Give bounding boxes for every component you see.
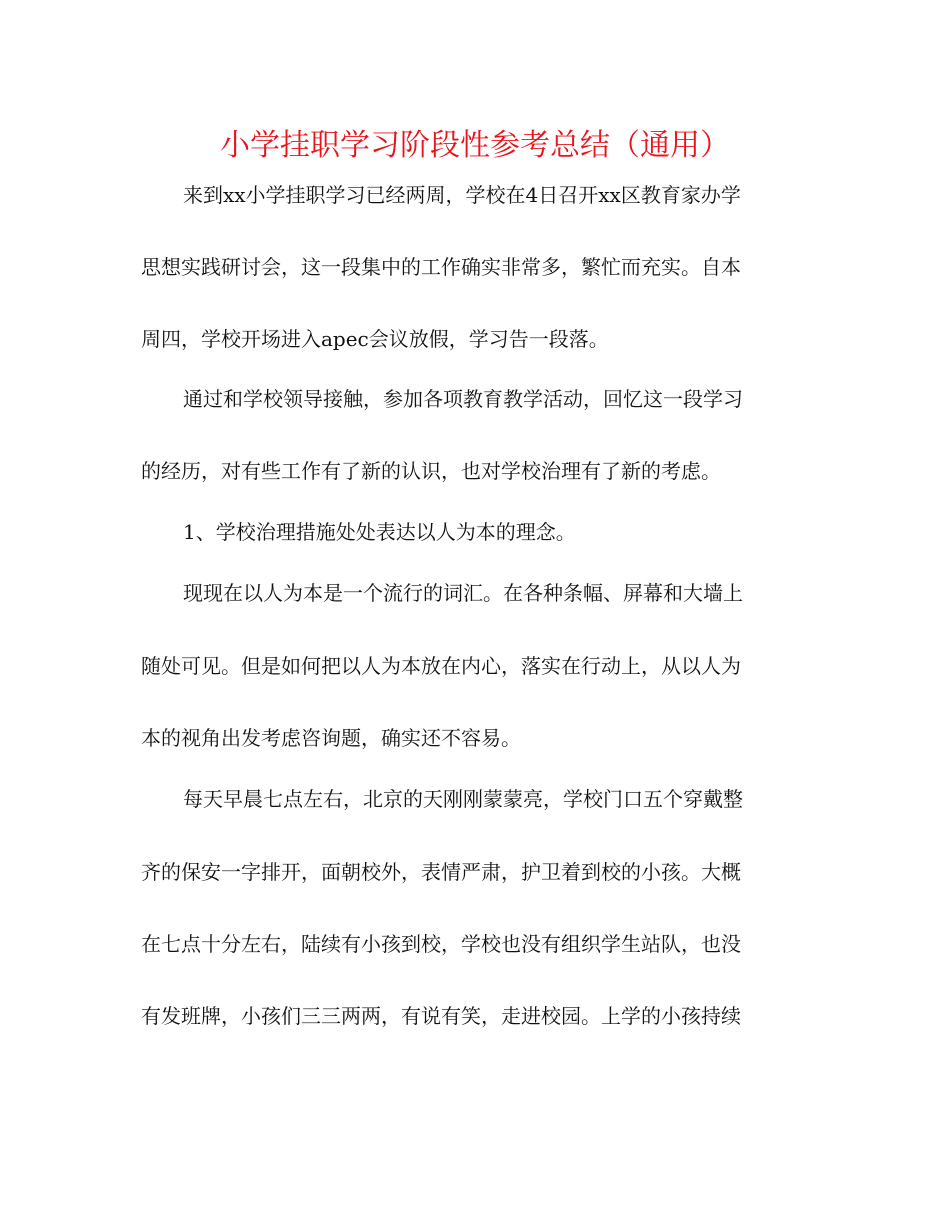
text-line: 的经历，对有些工作有了新的认识，也对学校治理有了新的考虑。 (141, 459, 721, 483)
text-line: 思想实践研讨会，这一段集中的工作确实非常多，繁忙而充实。自本 (141, 255, 741, 279)
document-title: 小学挂职学习阶段性参考总结（通用） (220, 128, 730, 163)
text-line: 齐的保安一字排开，面朝校外，表情严肃，护卫着到校的小孩。大概 (141, 860, 741, 884)
text-line: 周四，学校开场进入apec会议放假，学习告一段落。 (141, 327, 609, 351)
text-line: 每天早晨七点左右，北京的天刚刚蒙蒙亮，学校门口五个穿戴整 (183, 787, 743, 811)
text-line: 来到xx小学挂职学习已经两周，学校在4日召开xx区教育家办学 (183, 183, 741, 207)
text-line: 随处可见。但是如何把以人为本放在内心，落实在行动上，从以人为 (141, 654, 741, 678)
text-line: 1、学校治理措施处处表达以人为本的理念。 (183, 520, 576, 544)
text-line: 在七点十分左右，陆续有小孩到校，学校也没有组织学生站队，也没 (141, 932, 741, 956)
text-line: 本的视角出发考虑咨询题，确实还不容易。 (141, 726, 521, 750)
text-line: 通过和学校领导接触，参加各项教育教学活动，回忆这一段学习 (183, 387, 743, 411)
text-line: 现现在以人为本是一个流行的词汇。在各种条幅、屏幕和大墙上 (183, 581, 743, 605)
text-line: 有发班牌，小孩们三三两两，有说有笑，走进校园。上学的小孩持续 (141, 1004, 741, 1028)
